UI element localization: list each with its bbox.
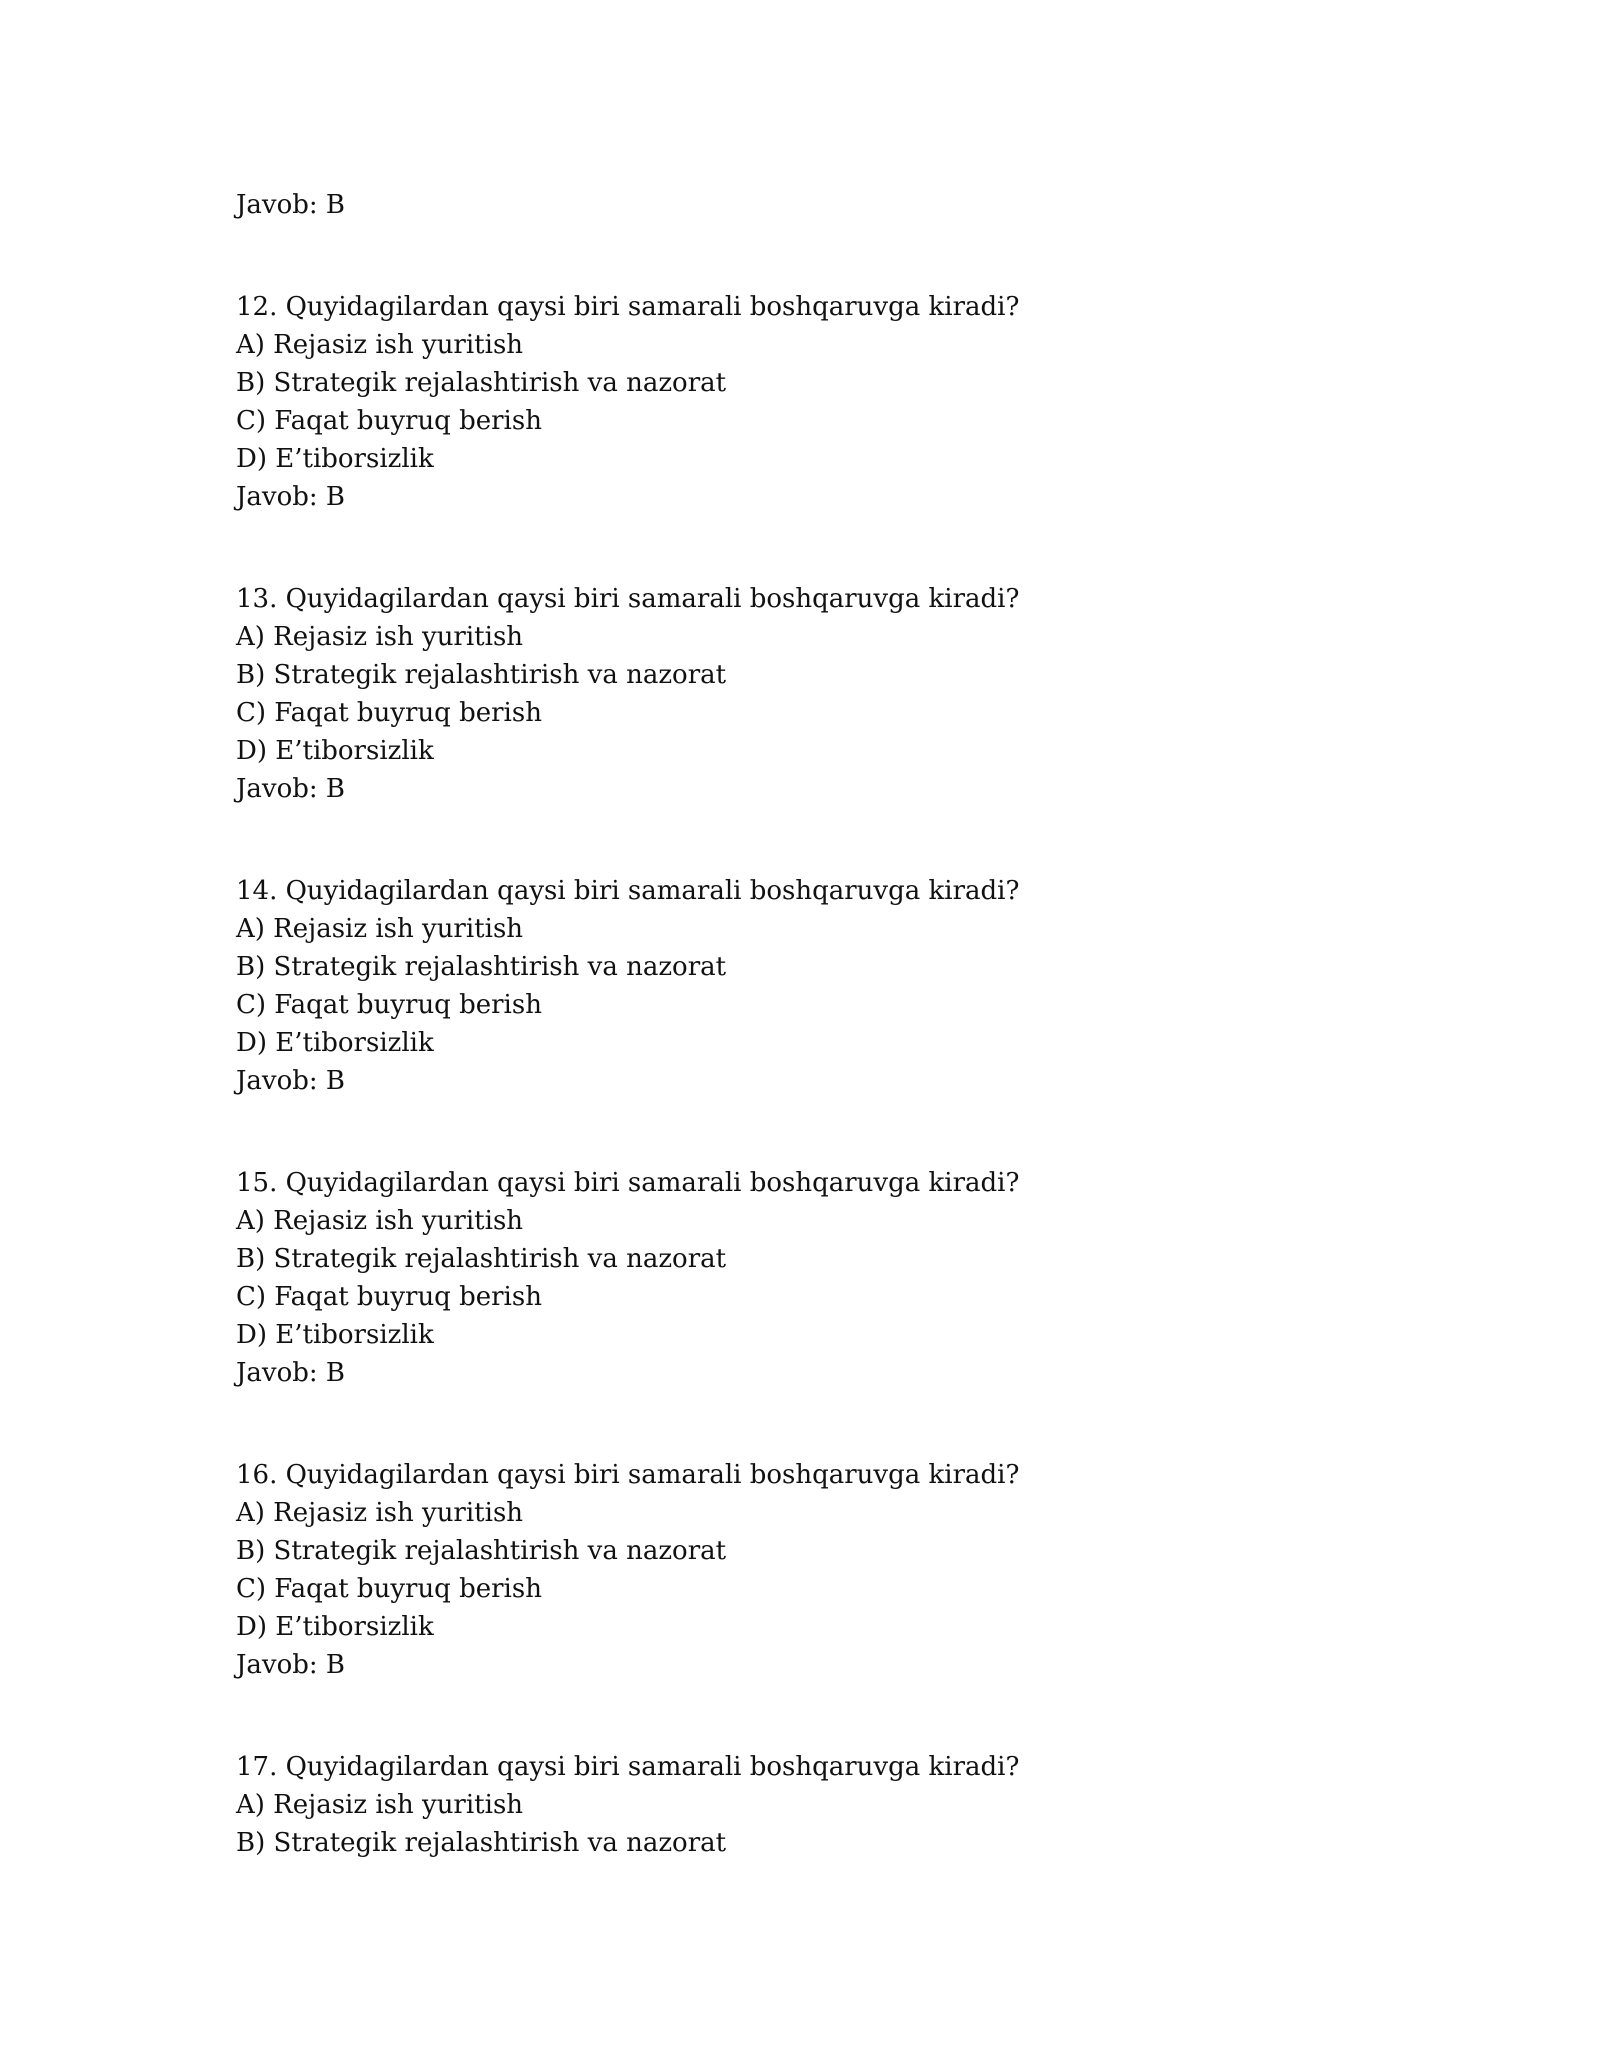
option-c: C) Faqat buyruq berish: [236, 1574, 542, 1604]
option-a: A) Rejasiz ish yuritish: [236, 1206, 524, 1236]
option-a: A) Rejasiz ish yuritish: [236, 622, 524, 652]
option-a: A) Rejasiz ish yuritish: [236, 1498, 524, 1528]
option-b: B) Strategik rejalashtirish va nazorat: [236, 952, 727, 982]
option-b: B) Strategik rejalashtirish va nazorat: [236, 1828, 727, 1858]
option-d: D) E’tiborsizlik: [236, 1320, 434, 1350]
question-text: 12. Quyidagilardan qaysi biri samarali boshqaruvga kiradi?: [236, 292, 1020, 322]
question-text: 16. Quyidagilardan qaysi biri samarali boshqaruvga kiradi?: [236, 1460, 1020, 1490]
question-block-17: [236, 1748, 1386, 1862]
option-b: B) Strategik rejalashtirish va nazorat: [236, 1244, 727, 1274]
option-c: C) Faqat buyruq berish: [236, 406, 542, 436]
option-c: C) Faqat buyruq berish: [236, 1282, 542, 1312]
option-d: D) E’tiborsizlik: [236, 1028, 434, 1058]
option-a: A) Rejasiz ish yuritish: [236, 914, 524, 944]
option-a: A) Rejasiz ish yuritish: [236, 330, 524, 360]
option-d: D) E’tiborsizlik: [236, 736, 434, 766]
answer-line: Javob: B: [236, 190, 346, 220]
option-b: B) Strategik rejalashtirish va nazorat: [236, 368, 727, 398]
question-block-12: [236, 288, 1386, 516]
question-text: 15. Quyidagilardan qaysi biri samarali boshqaruvga kiradi?: [236, 1168, 1020, 1198]
answer-line: Javob: B: [236, 774, 346, 804]
answer-line: Javob: B: [236, 1358, 346, 1388]
option-b: B) Strategik rejalashtirish va nazorat: [236, 660, 727, 690]
answer-line: Javob: B: [236, 1650, 346, 1680]
question-block-14: [236, 872, 1386, 1100]
question-text: 13. Quyidagilardan qaysi biri samarali boshqaruvga kiradi?: [236, 584, 1020, 614]
option-d: D) E’tiborsizlik: [236, 444, 434, 474]
option-b: B) Strategik rejalashtirish va nazorat: [236, 1536, 727, 1566]
option-d: D) E’tiborsizlik: [236, 1612, 434, 1642]
question-text: 14. Quyidagilardan qaysi biri samarali boshqaruvga kiradi?: [236, 876, 1020, 906]
answer-line: Javob: B: [236, 482, 346, 512]
question-block-16: [236, 1456, 1386, 1684]
question-text: 17. Quyidagilardan qaysi biri samarali boshqaruvga kiradi?: [236, 1752, 1020, 1782]
option-c: C) Faqat buyruq berish: [236, 990, 542, 1020]
answer-line: Javob: B: [236, 1066, 346, 1096]
option-a: A) Rejasiz ish yuritish: [236, 1790, 524, 1820]
document-body: [236, 186, 1386, 1862]
option-c: C) Faqat buyruq berish: [236, 698, 542, 728]
question-block-13: [236, 580, 1386, 808]
question-block-15: [236, 1164, 1386, 1392]
